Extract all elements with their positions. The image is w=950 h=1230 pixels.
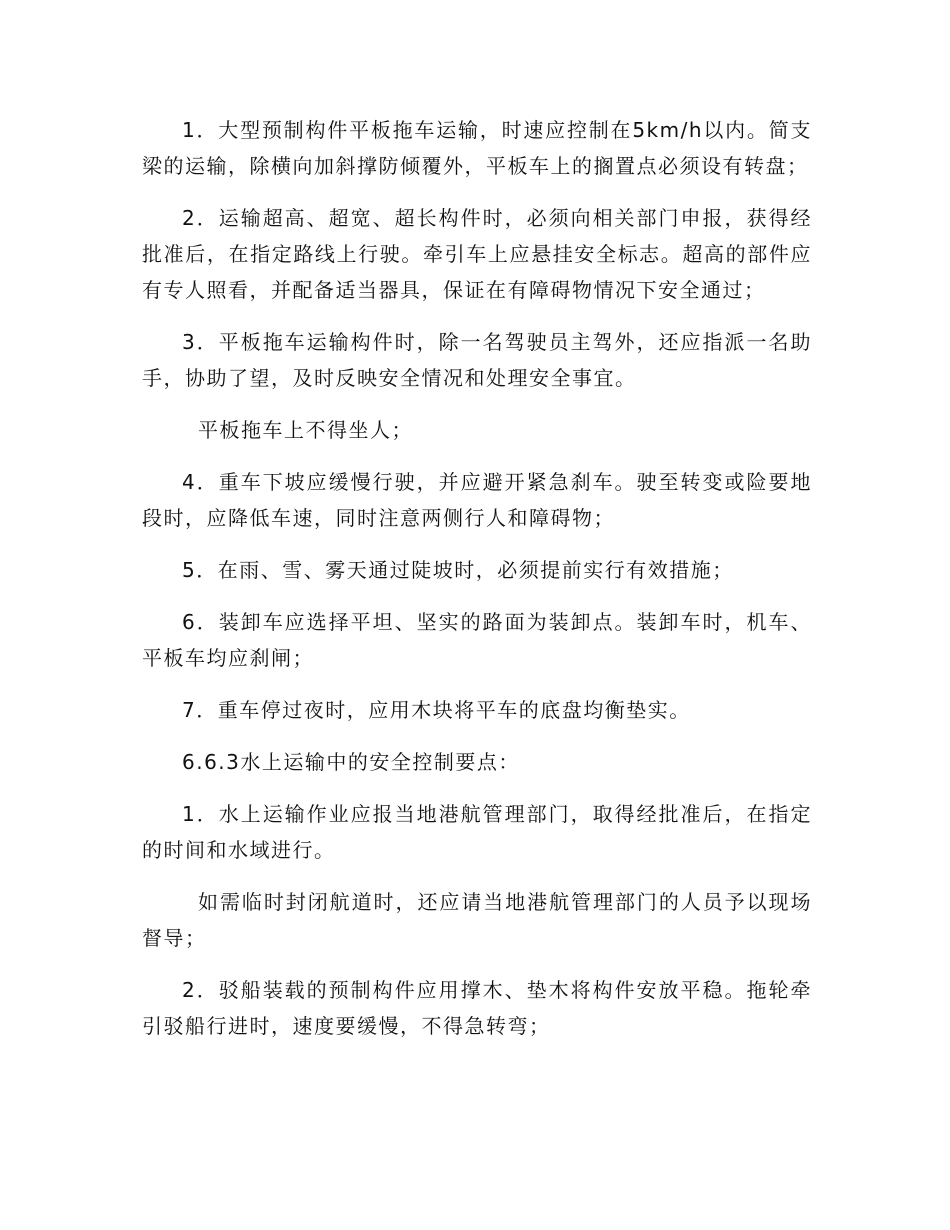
paragraph-loading-point: 6．装卸车应选择平坦、坚实的路面为装卸点。装卸车时，机车、平板车均应刹闸；	[142, 610, 812, 670]
paragraph-no-riders: 平板拖车上不得坐人；	[198, 418, 413, 442]
paragraph-weather: 5．在雨、雪、雾天通过陡坡时，必须提前实行有效措施；	[182, 558, 734, 582]
section-heading-water-transport: 6.6.3水上运输中的安全控制要点：	[182, 750, 520, 774]
paragraph-port-approval: 1．水上运输作业应报当地港航管理部门，取得经批准后，在指定的时间和水域进行。	[142, 802, 812, 862]
paragraph-flatbed-speed: 1．大型预制构件平板拖车运输，时速应控制在5km/h以内。简支梁的运输，除横向加斜撑防倾覆外，平板车上的搁置点必须设有转盘；	[142, 118, 812, 178]
paragraph-overnight-parking: 7．重车停过夜时，应用木块将平车的底盘均衡垫实。	[182, 698, 691, 722]
paragraph-downhill: 4．重车下坡应缓慢行驶，并应避开紧急刹车。驶至转变或险要地段时，应降低车速，同时注意两侧行人和障碍物；	[142, 470, 812, 530]
paragraph-oversize-transport: 2．运输超高、超宽、超长构件时，必须向相关部门申报，获得经批准后，在指定路线上行驶。牵引车上应悬挂安全标志。超高的部件应有专人照看，并配备适当器具，保证在有障碍物情况下安全通过；	[142, 206, 812, 302]
document-body	[142, 112, 812, 1054]
paragraph-driver-assistant: 3．平板拖车运输构件时，除一名驾驶员主驾外，还应指派一名助手，协助了望，及时反映安全情况和处理安全事宜。	[142, 330, 812, 390]
paragraph-barge-loading: 2．驳船装载的预制构件应用撑木、垫木将构件安放平稳。拖轮牵引驳船行进时，速度要缓慢，不得急转弯；	[142, 978, 812, 1038]
paragraph-channel-closure: 如需临时封闭航道时，还应请当地港航管理部门的人员予以现场督导；	[142, 890, 812, 950]
